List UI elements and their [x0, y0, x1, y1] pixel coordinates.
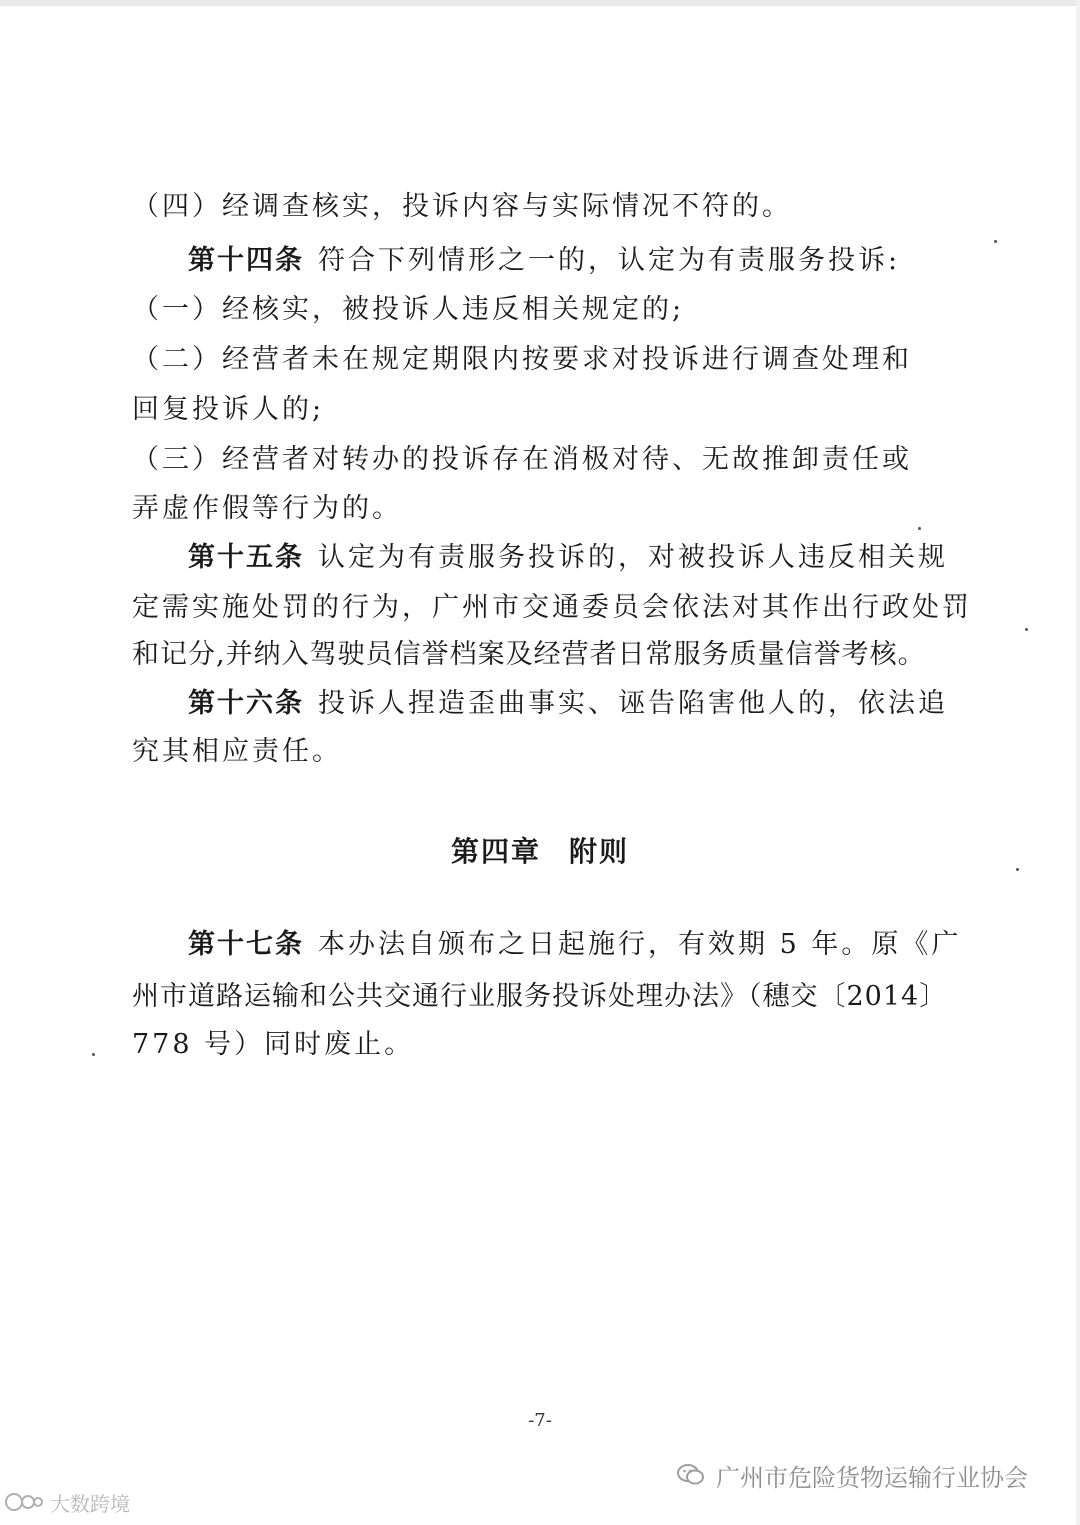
article-text: 本办法自颁布之日起施行，有效期 5 年。原《广	[318, 929, 962, 960]
scan-border-right	[1076, 0, 1080, 1525]
clause-text: 回复投诉人的;	[132, 394, 325, 425]
article-text: 州市道路运输和公共交通行业服务投诉处理办法》（穗交〔2014〕	[132, 981, 948, 1012]
chapter-heading	[0, 830, 1080, 870]
chapter-title: 附则	[569, 835, 630, 868]
clause-text: （二）经营者未在规定期限内按要求对投诉进行调查处理和	[132, 344, 912, 375]
clause-3-continuation	[132, 492, 952, 526]
article-number: 第十五条	[188, 542, 304, 573]
scan-border-top	[0, 0, 1080, 6]
article-16-line	[188, 687, 1008, 721]
scan-speck	[92, 1053, 95, 1056]
watermark-text: 大数跨境	[50, 1491, 130, 1516]
article-17-continuation-1	[132, 980, 952, 1014]
article-text: 投诉人捏造歪曲事实、诬告陷害他人的，依法追	[318, 688, 948, 719]
article-text: 778 号）同时废止。	[132, 1029, 415, 1060]
clause-4-line	[132, 190, 952, 224]
article-14-line	[188, 244, 1008, 278]
scan-speck	[1025, 628, 1028, 631]
article-text: 认定为有责服务投诉的，对被投诉人违反相关规	[318, 542, 948, 573]
clause-text: （一）经核实，被投诉人违反相关规定的;	[132, 294, 685, 325]
scan-speck	[994, 240, 997, 243]
article-text: 定需实施处罚的行为，广州市交通委员会依法对其作出行政处罚	[132, 592, 972, 623]
clause-1-line	[132, 293, 952, 327]
article-text: 符合下列情形之一的，认定为有责服务投诉:	[318, 245, 901, 276]
article-text: 究其相应责任。	[132, 736, 342, 767]
watermark-brand	[4, 1487, 130, 1517]
wechat-icon	[676, 1462, 706, 1488]
clause-text: （三）经营者对转办的投诉存在消极对待、无故推卸责任或	[132, 444, 912, 475]
clause-text: （四）经调查核实，投诉内容与实际情况不符的。	[132, 191, 792, 222]
clause-text: 弄虚作假等行为的。	[132, 493, 402, 524]
watermark-association	[676, 1458, 1028, 1492]
chapter-number: 第四章	[450, 835, 541, 868]
watermark-text: 广州市危险货物运输行业协会	[716, 1463, 1028, 1492]
article-15-continuation-1	[132, 591, 972, 625]
clause-2-line	[132, 343, 952, 377]
clause-3-line	[132, 443, 952, 477]
article-number: 第十四条	[188, 245, 304, 276]
page-number: -7-	[528, 1410, 552, 1431]
clause-2-continuation	[132, 393, 952, 427]
article-16-continuation	[132, 735, 952, 769]
scan-speck	[1016, 868, 1019, 871]
article-text: 和记分,并纳入驾驶员信誉档案及经营者日常服务质量信誉考核。	[132, 639, 926, 670]
scan-speck	[918, 527, 921, 530]
article-number: 第十六条	[188, 688, 304, 719]
article-17-line	[188, 928, 1008, 962]
brand-logo-icon	[4, 1490, 44, 1514]
article-15-line	[188, 541, 1008, 575]
article-15-continuation-2	[132, 638, 952, 672]
article-number: 第十七条	[188, 929, 304, 960]
article-17-continuation-2	[132, 1028, 952, 1062]
